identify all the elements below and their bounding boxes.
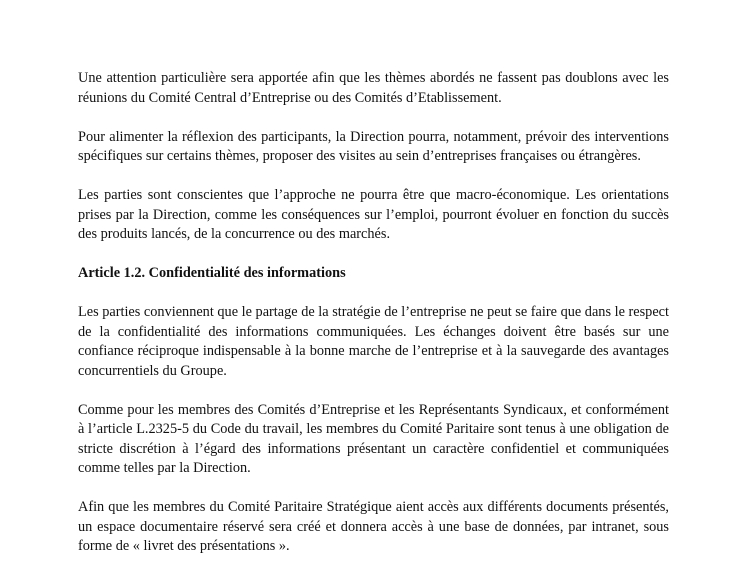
paragraph-obligation-discretion: Comme pour les membres des Comités d’Entreprise et les Représentants Syndicaux, et conformément à l’article L.2325-5 du Code du travail, les membres du Comité Paritaire sont tenus à une obligation de stricte discrétion à l’égard des informations présentant un caractère confidentiel et communiquées comme telles par la Direction. [78, 401, 669, 476]
article-heading: Article 1.2. Confidentialité des informations [78, 265, 346, 281]
paragraph-reflexion-participants: Pour alimenter la réflexion des participants, la Direction pourra, notamment, prévoir des interventions spécifiques sur certains thèmes, proposer des visites au sein d’entreprises françaises ou étrangères. [78, 128, 669, 164]
paragraph-partage-strategie: Les parties conviennent que le partage de la stratégie de l’entreprise ne peut se faire que dans le respect de la confidentialité des informations communiquées. Les échanges doivent être basés sur une confiance réciproque indispensable à la bonne marche de l’entreprise et à la sauvegarde des avantages concurrentiels du Groupe. [78, 304, 669, 379]
paragraph-approche-macro-economique: Les parties sont conscientes que l’approche ne pourra être que macro-économique. Les orientations prises par la Direction, comme les conséquences sur l’emploi, pourront évoluer en fonction du succès des produits lancés, de la concurrence ou des marchés. [78, 187, 669, 242]
paragraph-themes-doublons: Une attention particulière sera apportée afin que les thèmes abordés ne fassent pas doublons avec les réunions du Comité Central d’Entreprise ou des Comités d’Etablissement. [78, 70, 669, 106]
paragraph-espace-documentaire: Afin que les membres du Comité Paritaire Stratégique aient accès aux différents documents présentés, un espace documentaire réservé sera créé et donnera accès à une base de données, par intranet, sous forme de « livret des présentations ». [78, 499, 669, 554]
document-body [78, 69, 669, 576]
